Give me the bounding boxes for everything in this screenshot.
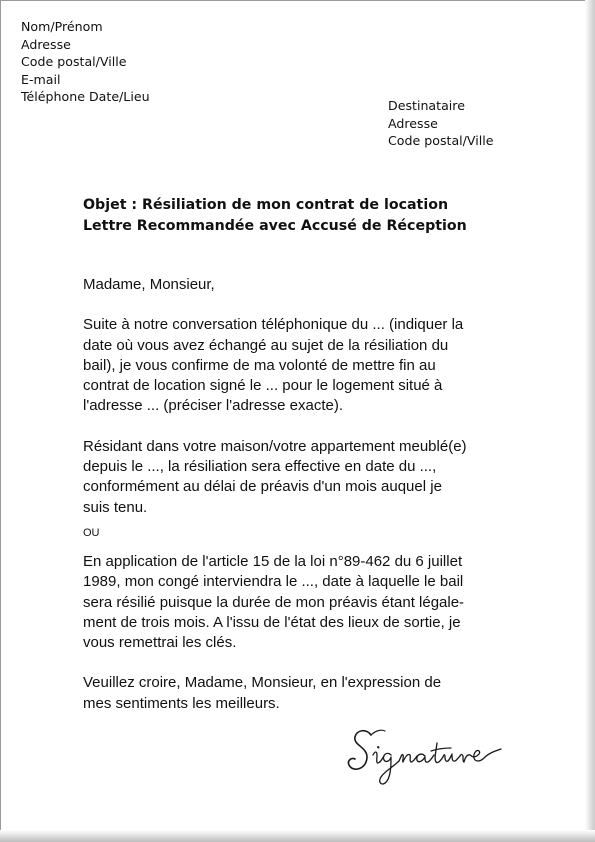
paragraph-legal-article [83,552,543,653]
paragraph-line: ment de trois mois. A l'issu de l'état des lieux de sortie, je [83,613,461,631]
subject-line: Objet : Résiliation de mon contrat de location [83,197,449,213]
sender-email: E-mail [21,71,61,87]
paragraph-line: l'adresse ... (préciser l'adresse exacte). [83,397,343,415]
paragraph-line: bail), je vous confirme de ma volonté de mettre fin au [83,356,436,374]
paragraph-line: Résidant dans votre maison/votre appartement meublé(e) [83,437,467,455]
paragraph-line: conformément au délai de préavis d'un mois auquel je [83,478,442,496]
sender-postal-city: Code postal/Ville [21,54,127,70]
scan-shadow-bottom [0,830,595,842]
recipient-address: Adresse [388,115,438,131]
paragraph-line: mes sentiments les meilleurs. [83,694,280,712]
sender-phone-date-place: Téléphone Date/Lieu [21,89,150,105]
sender-name: Nom/Prénom [21,19,103,34]
greeting: Madame, Monsieur, [83,276,215,293]
subject-block [83,195,467,237]
paragraph-line: suis tenu. [83,498,148,516]
scan-shadow-right [585,0,595,842]
paragraph-line: Veuillez croire, Madame, Monsieur, en l'expression de [83,674,442,692]
handwritten-signature [345,721,507,791]
or-separator: OU [83,526,100,539]
paragraph-line: vous remettrai les clés. [83,634,237,652]
recipient-block [388,97,494,150]
closing-formula [83,673,543,714]
paragraph-line: Suite à notre conversation téléphonique du ... (indiquer la [83,316,464,334]
paragraph-line: contrat de location signé le ... pour le logement situé à [83,377,443,395]
paragraph-line: En application de l'article 15 de la loi n°89-462 du 6 juillet [83,552,463,570]
registered-mail-line: Lettre Recommandée avec Accusé de Réception [83,218,467,234]
sender-block [21,18,150,106]
paragraph-line: 1989, mon congé interviendra le ..., date à laquelle le bail [83,573,464,591]
recipient-name: Destinataire [388,98,465,113]
paragraph-phone-conversation [83,315,543,416]
paragraph-line: sera résilié puisque la durée de mon préavis étant légale- [83,593,465,611]
recipient-postal-city: Code postal/Ville [388,133,494,149]
paragraph-line: date où vous avez échangé au sujet de la résiliation du [83,336,449,354]
sender-address: Adresse [21,36,71,52]
paragraph-line: depuis le ..., la résiliation sera effective en date du ..., [83,458,437,476]
letter-body [83,275,543,714]
paragraph-furnished-notice [83,437,543,518]
